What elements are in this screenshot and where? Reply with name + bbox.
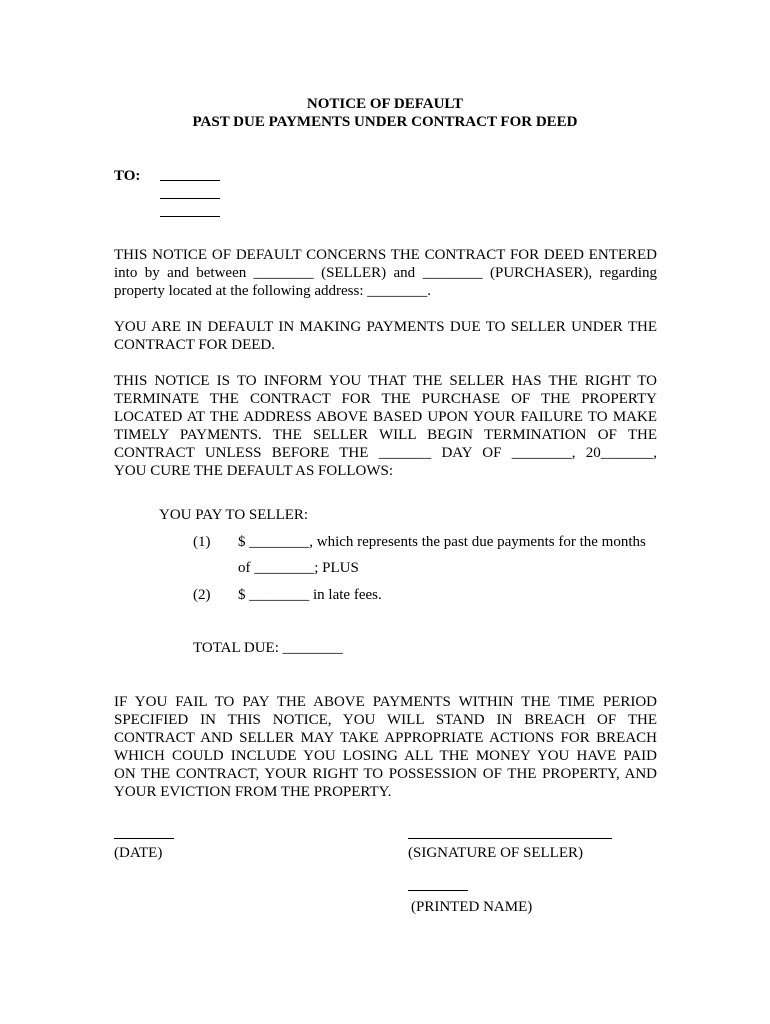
- paragraph-line: THIS NOTICE IS TO INFORM YOU THAT THE SELLER HAS THE RIGHT TO: [114, 373, 657, 389]
- document-title: NOTICE OF DEFAULT: [306, 96, 464, 112]
- printed-name-label: (PRINTED NAME): [411, 899, 533, 915]
- printed-name-line: [408, 890, 468, 891]
- paragraph-line: TIMELY PAYMENTS. THE SELLER WILL BEGIN TERMINATION OF THE: [114, 427, 657, 443]
- item-1-continuation: of ________; PLUS: [238, 560, 359, 576]
- paragraph-line: WHICH COULD INCLUDE YOU LOSING ALL THE MONEY YOU HAVE PAID: [114, 748, 657, 764]
- to-label: TO:: [114, 168, 141, 184]
- total-due: TOTAL DUE: ________: [193, 640, 343, 656]
- paragraph-line: CONTRACT AND SELLER MAY TAKE APPROPRIATE ACTIONS FOR BREACH: [114, 730, 657, 746]
- breach-paragraph: [114, 693, 657, 801]
- paragraph-line: SPECIFIED IN THIS NOTICE, YOU WILL STAND IN BREACH OF THE: [114, 712, 657, 728]
- paragraph-line: THIS NOTICE OF DEFAULT CONCERNS THE CONTRACT FOR DEED ENTERED: [114, 247, 657, 263]
- document-subtitle: PAST DUE PAYMENTS UNDER CONTRACT FOR DEED: [192, 114, 578, 130]
- paragraph-line: YOU ARE IN DEFAULT IN MAKING PAYMENTS DUE TO SELLER UNDER THE: [114, 319, 657, 335]
- seller-signature-label: (SIGNATURE OF SELLER): [408, 845, 583, 861]
- recipient-line-1: [160, 180, 220, 181]
- termination-paragraph: [114, 372, 657, 480]
- paragraph-line: TERMINATE THE CONTRACT FOR THE PURCHASE OF THE PROPERTY: [114, 391, 657, 407]
- paragraph-line: YOUR EVICTION FROM THE PROPERTY.: [114, 784, 392, 800]
- recipient-line-2: [160, 198, 220, 199]
- paragraph-line: LOCATED AT THE ADDRESS ABOVE BASED UPON YOUR FAILURE TO MAKE: [114, 409, 657, 425]
- recipient-line-3: [160, 216, 220, 217]
- item-1-number: (1): [193, 534, 211, 550]
- paragraph-line: ON THE CONTRACT, YOUR RIGHT TO POSSESSION OF THE PROPERTY, AND: [114, 766, 657, 782]
- paragraph-line: CONTRACT UNLESS BEFORE THE _______ DAY OF ________, 20_______,: [114, 445, 657, 461]
- paragraph-line: CONTRACT FOR DEED.: [114, 337, 275, 353]
- paragraph-line: property located at the following address: ________.: [114, 283, 432, 299]
- contract-paragraph: [114, 246, 657, 300]
- date-line: [114, 838, 174, 839]
- default-paragraph: [114, 318, 657, 354]
- pay-heading: YOU PAY TO SELLER:: [159, 507, 309, 523]
- date-label: (DATE): [114, 845, 163, 861]
- item-1-text: $ ________, which represents the past due payments for the months: [238, 534, 646, 550]
- item-2-number: (2): [193, 587, 211, 603]
- item-2-text: $ ________ in late fees.: [238, 587, 382, 603]
- seller-signature-line: [408, 838, 612, 839]
- paragraph-line: IF YOU FAIL TO PAY THE ABOVE PAYMENTS WITHIN THE TIME PERIOD: [114, 694, 657, 710]
- paragraph-line: into by and between ________ (SELLER) and ________ (PURCHASER), regarding: [114, 265, 657, 281]
- paragraph-line: YOU CURE THE DEFAULT AS FOLLOWS:: [114, 463, 394, 479]
